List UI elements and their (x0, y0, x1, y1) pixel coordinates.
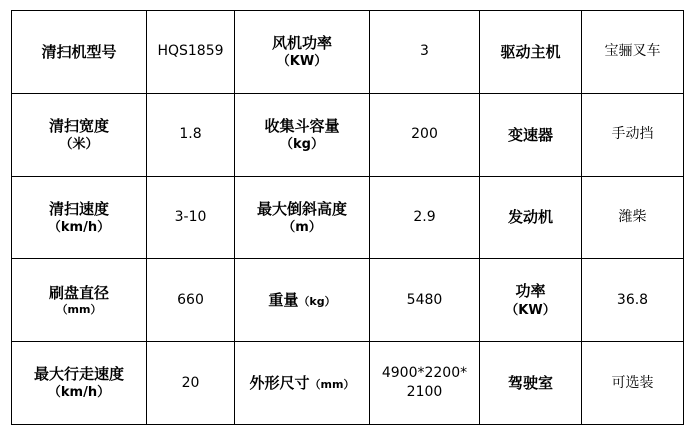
cell-value-sweep-width: 1.8 (147, 93, 235, 176)
cell-value-drive-unit: 宝骊叉车 (582, 11, 684, 94)
cell-label-power (480, 259, 582, 342)
cell-label-hopper-capacity-unit: （kg） (280, 137, 324, 153)
cell-label-dimensions-unit: （mm） (309, 377, 355, 391)
cell-label-max-dump-height (235, 176, 370, 259)
cell-label-max-dump-height-unit: （m） (282, 219, 322, 235)
cell-label-weight (235, 259, 370, 342)
cell-value-hopper-capacity: 200 (370, 93, 480, 176)
cell-label-weight-unit: （kg） (298, 295, 336, 309)
cell-label-max-dump-height-main: 最大倒斜高度 (256, 199, 347, 218)
cell-label-cab: 驾驶室 (480, 342, 582, 425)
cell-value-dimensions-line1: 4900*2200* (381, 365, 468, 382)
table-row (12, 93, 684, 176)
cell-label-power-unit: （KW） (505, 302, 556, 318)
cell-value-cab: 可选装 (582, 342, 684, 425)
cell-label-fan-power (235, 11, 370, 94)
cell-label-fan-power-main: 风机功率 (271, 34, 332, 52)
cell-value-max-travel-speed: 20 (147, 342, 235, 425)
cell-value-brush-diameter: 660 (147, 259, 235, 342)
cell-label-engine: 发动机 (480, 176, 582, 259)
cell-value-model: HQS1859 (147, 11, 235, 94)
cell-label-brush-diameter-unit: （mm） (56, 302, 102, 316)
cell-value-power: 36.8 (582, 259, 684, 342)
cell-value-fan-power: 3 (370, 11, 480, 94)
cell-value-engine: 潍柴 (582, 176, 684, 259)
cell-label-brush-diameter (12, 259, 147, 342)
cell-label-sweep-width-unit: （米） (59, 137, 99, 153)
cell-label-hopper-capacity (235, 93, 370, 176)
cell-value-dimensions-line2: 2100 (406, 384, 443, 401)
cell-label-dimensions-main: 外形尺寸 (249, 373, 310, 392)
table-row (12, 11, 684, 94)
cell-value-transmission: 手动挡 (582, 93, 684, 176)
cell-label-hopper-capacity-main: 收集斗容量 (264, 116, 340, 135)
cell-value-sweep-speed: 3-10 (147, 176, 235, 259)
table-row (12, 259, 684, 342)
cell-label-sweep-width (12, 93, 147, 176)
table-row (12, 176, 684, 259)
cell-label-transmission: 变速器 (480, 93, 582, 176)
cell-label-dimensions (235, 342, 370, 425)
cell-value-weight: 5480 (370, 259, 480, 342)
cell-label-sweep-speed-main: 清扫速度 (48, 199, 109, 218)
cell-label-fan-power-unit: （KW） (276, 54, 328, 70)
cell-label-model: 清扫机型号 (12, 11, 147, 94)
cell-label-weight-main: 重量 (268, 291, 299, 310)
cell-label-drive-unit: 驱动主机 (480, 11, 582, 94)
cell-label-sweep-speed (12, 176, 147, 259)
cell-label-sweep-speed-unit: （km/h） (47, 219, 111, 235)
cell-label-brush-diameter-main: 刷盘直径 (48, 283, 109, 302)
cell-label-max-travel-speed (12, 342, 147, 425)
cell-label-max-travel-speed-unit: （km/h） (47, 385, 111, 401)
cell-label-max-travel-speed-main: 最大行走速度 (33, 365, 124, 384)
cell-value-dimensions (370, 342, 480, 425)
cell-value-max-dump-height: 2.9 (370, 176, 480, 259)
specification-table (11, 10, 684, 425)
cell-label-sweep-width-main: 清扫宽度 (48, 116, 109, 135)
table-row (12, 342, 684, 425)
cell-label-power-main: 功率 (515, 282, 546, 301)
